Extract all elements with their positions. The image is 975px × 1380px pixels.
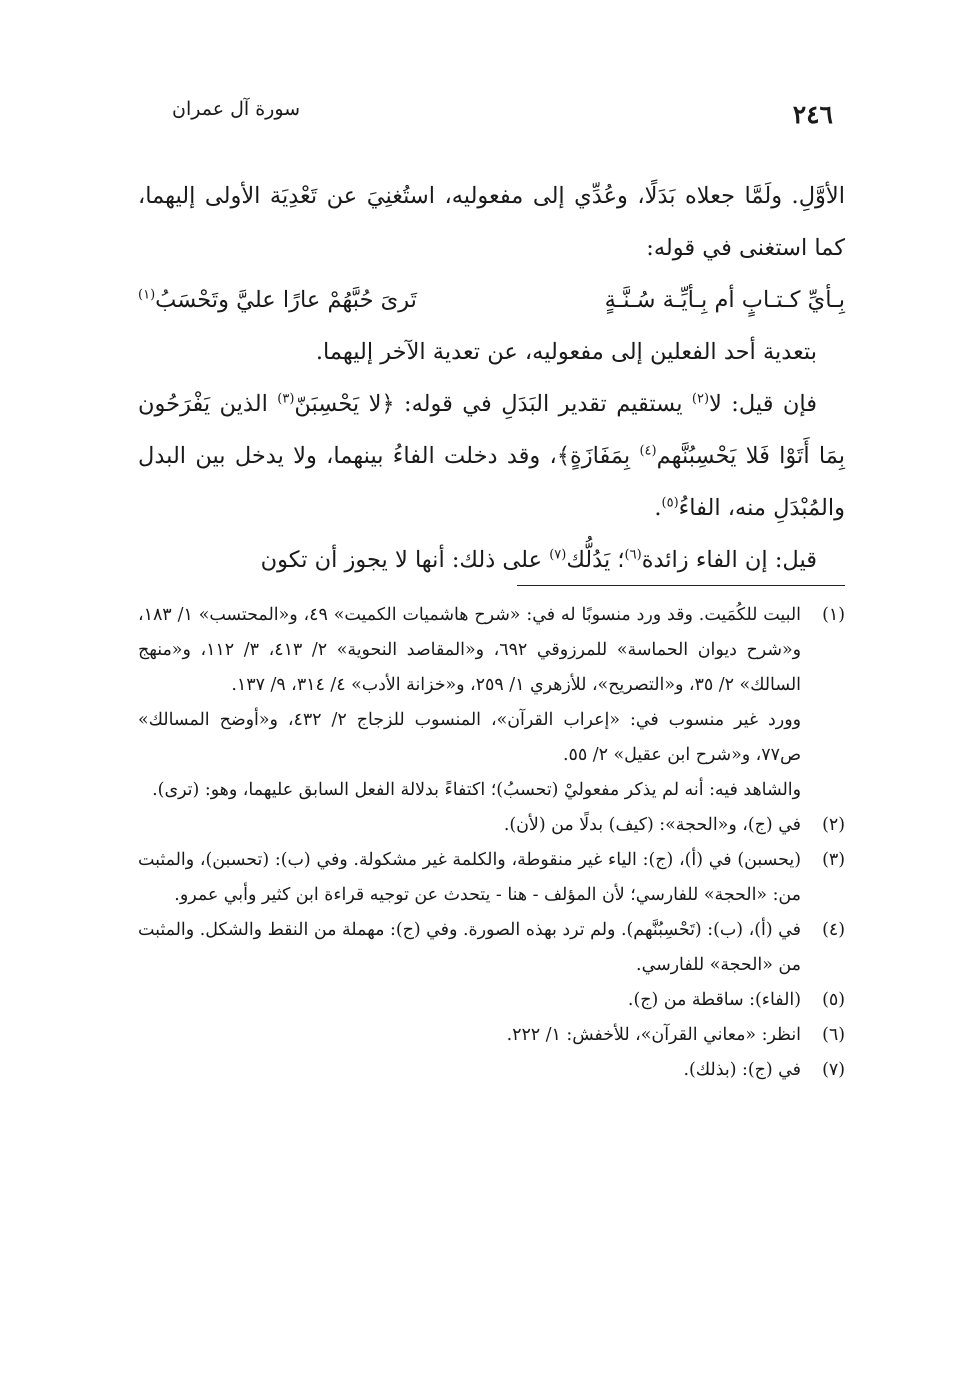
footnote-text: (الفاء): ساقطة من (ج). bbox=[627, 990, 801, 1010]
footnotes bbox=[138, 598, 845, 1088]
footnote-text: في (ج)، و«الحجة»: (كيف) بدلًا من (لأن). bbox=[503, 815, 801, 835]
poetry-verse bbox=[138, 274, 845, 326]
footnote-marker-5: (٥) bbox=[661, 495, 679, 511]
main-text bbox=[138, 170, 845, 586]
footnote-separator bbox=[517, 585, 845, 586]
footnote-number: (٧) bbox=[822, 1060, 845, 1080]
paragraph-2: بتعدية أحد الفعلين إلى مفعوليه، عن تعدية الآخر إليهما. bbox=[315, 339, 817, 365]
footnote-marker-7: (٧) bbox=[549, 547, 567, 563]
footnote-text: انظر: «معاني القرآن»، للأخفش: ١/ ٢٢٢. bbox=[506, 1025, 801, 1045]
footnote-6 bbox=[138, 1018, 845, 1053]
footnote-text: في (ج): (بذلك). bbox=[683, 1060, 801, 1080]
paragraph-3: فإن قيل: لا$^{(٢)}$ يستقيم تقدير البَدَلِ في قوله: ﴿لا يَحْسِبَنّ$^{(٣)}$ الذين يَفْرَحُون بِمَا أَتَوْا فَلا يَحْسِبُنَّهم$^{(٤)}$ بِمَفَازَةٍ﴾، وقد دخلت الفاءُ بينهما، ولا يدخل بين البدل والمُبْدَلِ منه، الفاءُ$^{(٥)}$. bbox=[138, 391, 845, 521]
footnote-number: (٤) bbox=[822, 920, 845, 940]
footnote-1 bbox=[138, 598, 845, 808]
footnote-2 bbox=[138, 808, 845, 843]
footnote-5 bbox=[138, 983, 845, 1018]
verse-first-hemistich: بِـأيِّ كـتـابٍ أم بِـأيِّـة سُـنَّـةٍ bbox=[604, 287, 845, 313]
footnote-number: (٦) bbox=[822, 1025, 845, 1045]
running-title: سورة آل عمران bbox=[172, 98, 301, 120]
footnote-marker-6: (٦) bbox=[624, 547, 642, 563]
footnote-text: (يحسبن) في (أ)، (ج): الياء غير منقوطة، والكلمة غير مشكولة. وفي (ب): (تحسبن)، والمثبت من: «الحجة» للفارسي؛ لأن المؤلف - هنا - يتحدث عن توجيه قراءة ابن كثير وأبي عمرو. bbox=[138, 850, 801, 905]
footnote-marker-2: (٢) bbox=[691, 391, 710, 407]
footnote-4 bbox=[138, 913, 845, 983]
page-number: ٢٤٦ bbox=[792, 100, 833, 129]
footnote-number: (٣) bbox=[822, 850, 845, 870]
footnote-number: (١) bbox=[822, 605, 845, 625]
footnote-number: (٥) bbox=[822, 990, 845, 1010]
footnote-marker-3: (٣) bbox=[277, 391, 295, 407]
verse-second-hemistich: تَرىَ حُبَّهُمْ عارًا عليَّ وتَحْسَبُ$^{(١)}$ bbox=[138, 287, 417, 313]
paragraph-4: قيل: إن الفاء زائدة$^{(٦)}$؛ يَدُلُّك$^{(٧)}$ على ذلك: أنها لا يجوز أن تكون bbox=[260, 547, 817, 573]
footnote-text: وورد غير منسوب في: «إعراب القرآن»، المنسوب للزجاج ٢/ ٤٣٢، و«أوضح المسالك» ص٧٧، و«شرح ابن عقيل» ٢/ ٥٥. bbox=[138, 710, 801, 765]
footnote-text: في (أ)، (ب): (تَحْسِبُنَّهم). ولم ترد بهذه الصورة. وفي (ج): مهملة من النقط والشكل. والمثبت من «الحجة» للفارسي. bbox=[138, 920, 801, 975]
footnote-marker-4: (٤) bbox=[639, 443, 657, 459]
footnote-text: والشاهد فيه: أنه لم يذكر مفعوليْ (تحسبُ)؛ اكتفاءً بدلالة الفعل السابق عليهما، وهو: (ترى). bbox=[152, 780, 801, 800]
footnote-text: البيت للكُمَيت. وقد ورد منسوبًا له في: «شرح هاشميات الكميت» ٤٩، و«المحتسب» ١/ ١٨٣، و«شرح ديوان الحماسة» للمرزوقي ٦٩٢، و«المقاصد النحوية» ٢/ ٤١٣، ٣/ ١١٢، و«منهج السالك» ٢/ ٣٥، و«التصريح»، للأزهري ١/ ٢٥٩، و«خزانة الأدب» ٤/ ٣١٤، ٩/ ١٣٧. bbox=[138, 605, 801, 695]
footnote-7 bbox=[138, 1053, 845, 1088]
footnote-3 bbox=[138, 843, 845, 913]
footnote-marker-1: (١) bbox=[138, 287, 156, 303]
paragraph-1: الأوَّلِ. ولَمَّا جعلاه بَدَلًا، وعُدِّي إلى مفعوليه، استُغنِيَ عن تَعْدِيَة الأولى إليهما، كما استغنى في قوله: bbox=[138, 183, 845, 261]
footnote-number: (٢) bbox=[822, 815, 845, 835]
